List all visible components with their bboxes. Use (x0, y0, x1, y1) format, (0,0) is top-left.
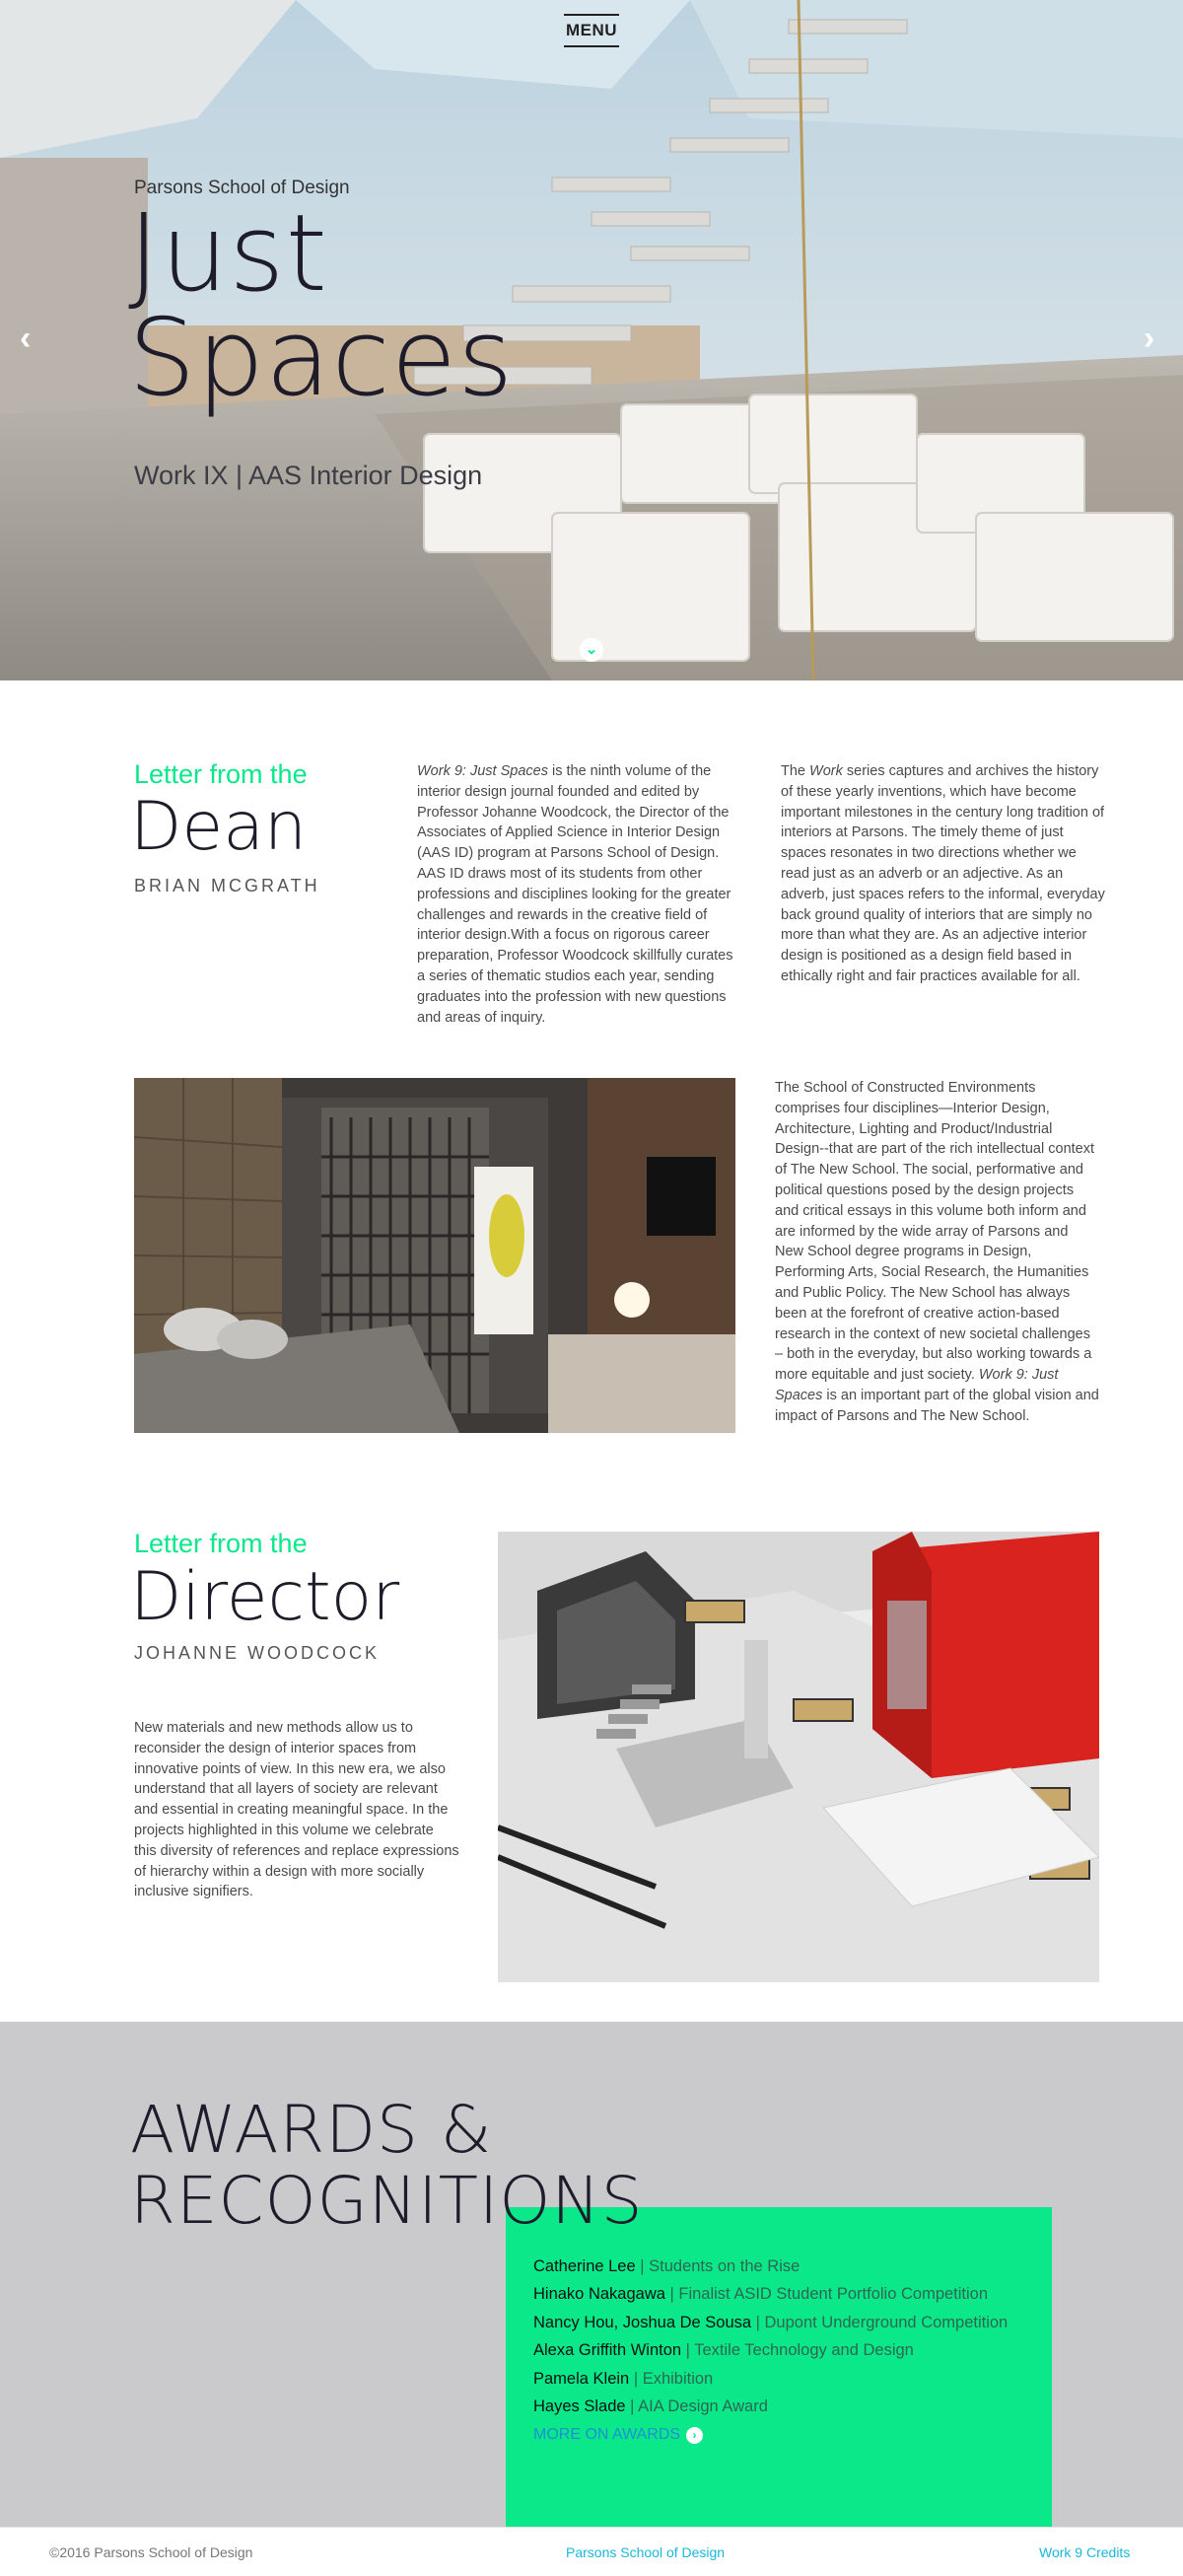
hero-title-line2: Spaces (128, 297, 515, 420)
hero-title-line1: Just (128, 192, 328, 316)
director-letter-text: New materials and new methods allow us to reconsider the design of interior spaces from innovative points of view. In this new era, we also understand that all layers of society are relevant and essential in creating meaningful space. In the projects highlighted in this volume we celebrate this diversity of references and replace expressions of hierarchy within a design with more socially inclusive signifiers. (134, 1720, 459, 1900)
award-description: | Dupont Underground Competition (751, 2313, 1009, 2331)
dean-col3-text: The School of Constructed Environments comprises four disciplines—Interior Design, Architecture, Lighting and Product/Industrial Design--that are part of the rich intellectual context of The New School. The social, performative and political questions posed by the design projects and critical essays in this volume both inform and are informed by the wide array of Parsons and New School degree programs in Design, Performing Arts, Social Research, the Humanities and Public Policy. The New School has always been at the forefront of creative action-based research in the context of new societal challenges – both in the everyday, but also working towards a more equitable and just society. (775, 1080, 1094, 1384)
awards-heading-line2: RECOGNITIONS (130, 2163, 644, 2239)
more-awards-label: MORE ON AWARDS (533, 2426, 681, 2444)
dean-col1-italic: Work 9: Just Spaces (417, 763, 548, 779)
award-recipient: Nancy Hou, Joshua De Sousa (533, 2313, 752, 2331)
award-description: | Textile Technology and Design (681, 2341, 914, 2360)
award-item (533, 2280, 1026, 2308)
award-recipient: Hinako Nakagawa (533, 2285, 665, 2304)
footer-parsons-link[interactable]: Parsons School of Design (566, 2544, 726, 2560)
director-letter-lead: Letter from the (134, 1529, 308, 1558)
chevron-right-icon: › (686, 2427, 703, 2444)
footer-copyright: ©2016 Parsons School of Design (49, 2544, 253, 2560)
director-name: JOHANNE WOODCOCK (134, 1643, 381, 1663)
school-description-column (775, 1078, 1100, 1427)
award-description: | Students on the Rise (635, 2257, 800, 2275)
award-description: | AIA Design Award (625, 2397, 768, 2416)
dean-letter-column-2 (781, 761, 1106, 987)
award-item (533, 2393, 1026, 2420)
awards-heading (130, 2092, 644, 2239)
award-description: | Finalist ASID Student Portfolio Competition (664, 2285, 989, 2304)
award-item (533, 2309, 1026, 2336)
dean-col2-text: series captures and archives the history of these yearly inventions, which have become important milestones in the century long tradition of interiors at Parsons. The timely theme of just spaces resonates in two directions whether we read just as an adverb or an adjective. As an adverb, just spaces refers to the informal, everyday back ground quality of interiors that are simply no more than what they are. As an adjective interior design is positioned as a design field based in ethically right and fair practices available for all. (781, 763, 1105, 984)
award-recipient: Pamela Klein (533, 2369, 630, 2388)
hero-tagline: Work IX | AAS Interior Design (134, 461, 483, 490)
award-recipient: Catherine Lee (533, 2257, 636, 2275)
scroll-down-icon[interactable]: ⌄ (580, 638, 603, 662)
award-recipient: Alexa Griffith Winton (533, 2341, 682, 2360)
hero-title (128, 192, 680, 420)
hero-subtitle: Parsons School of Design (134, 178, 350, 198)
dean-heading: Dean (130, 788, 307, 866)
bedroom-rendering-image (134, 1078, 735, 1433)
award-item (533, 2253, 1026, 2280)
dean-name: BRIAN MCGRATH (134, 876, 320, 895)
next-slide-icon[interactable]: › (1144, 320, 1155, 357)
award-description: | Exhibition (629, 2369, 714, 2388)
dean-col2-pre: The (781, 763, 810, 779)
loft-rendering-image (498, 1532, 1099, 1982)
awards-heading-line1: AWARDS & (130, 2092, 493, 2168)
hero-banner (0, 0, 1183, 680)
dean-col3-italic: Work 9: Just Spaces (775, 1367, 1059, 1403)
menu-button[interactable]: MENU (564, 14, 619, 47)
award-item (533, 2365, 1026, 2393)
dean-col3-end: is an important part of the global vision and impact of Parsons and The New School. (775, 1387, 1099, 1424)
prev-slide-icon[interactable]: ‹ (20, 320, 32, 357)
more-awards-link[interactable] (533, 2426, 1026, 2444)
footer-credits-link[interactable]: Work 9 Credits (1039, 2544, 1131, 2560)
award-item (533, 2336, 1026, 2364)
awards-list (533, 2253, 1026, 2444)
dean-letter-lead: Letter from the (134, 759, 308, 789)
dean-letter-column-1 (417, 761, 742, 1028)
director-heading: Director (130, 1558, 400, 1636)
dean-col1-text: is the ninth volume of the interior design journal founded and edited by Professor Johanne Woodcock, the Director of the Associates of Applied Science in Interior Design (AAS ID) program at Parsons School of Design. AAS ID draws most of its students from other professions and disciplines looking for the greater challenges and rewards in the creative field of interior design.With a focus on rigorous career preparation, Professor Woodcock skillfully curates a series of thematic studios each year, sending graduates into the profession with new questions and areas of inquiry. (417, 763, 733, 1026)
award-recipient: Hayes Slade (533, 2397, 626, 2416)
dean-col2-italic: Work (809, 763, 843, 779)
